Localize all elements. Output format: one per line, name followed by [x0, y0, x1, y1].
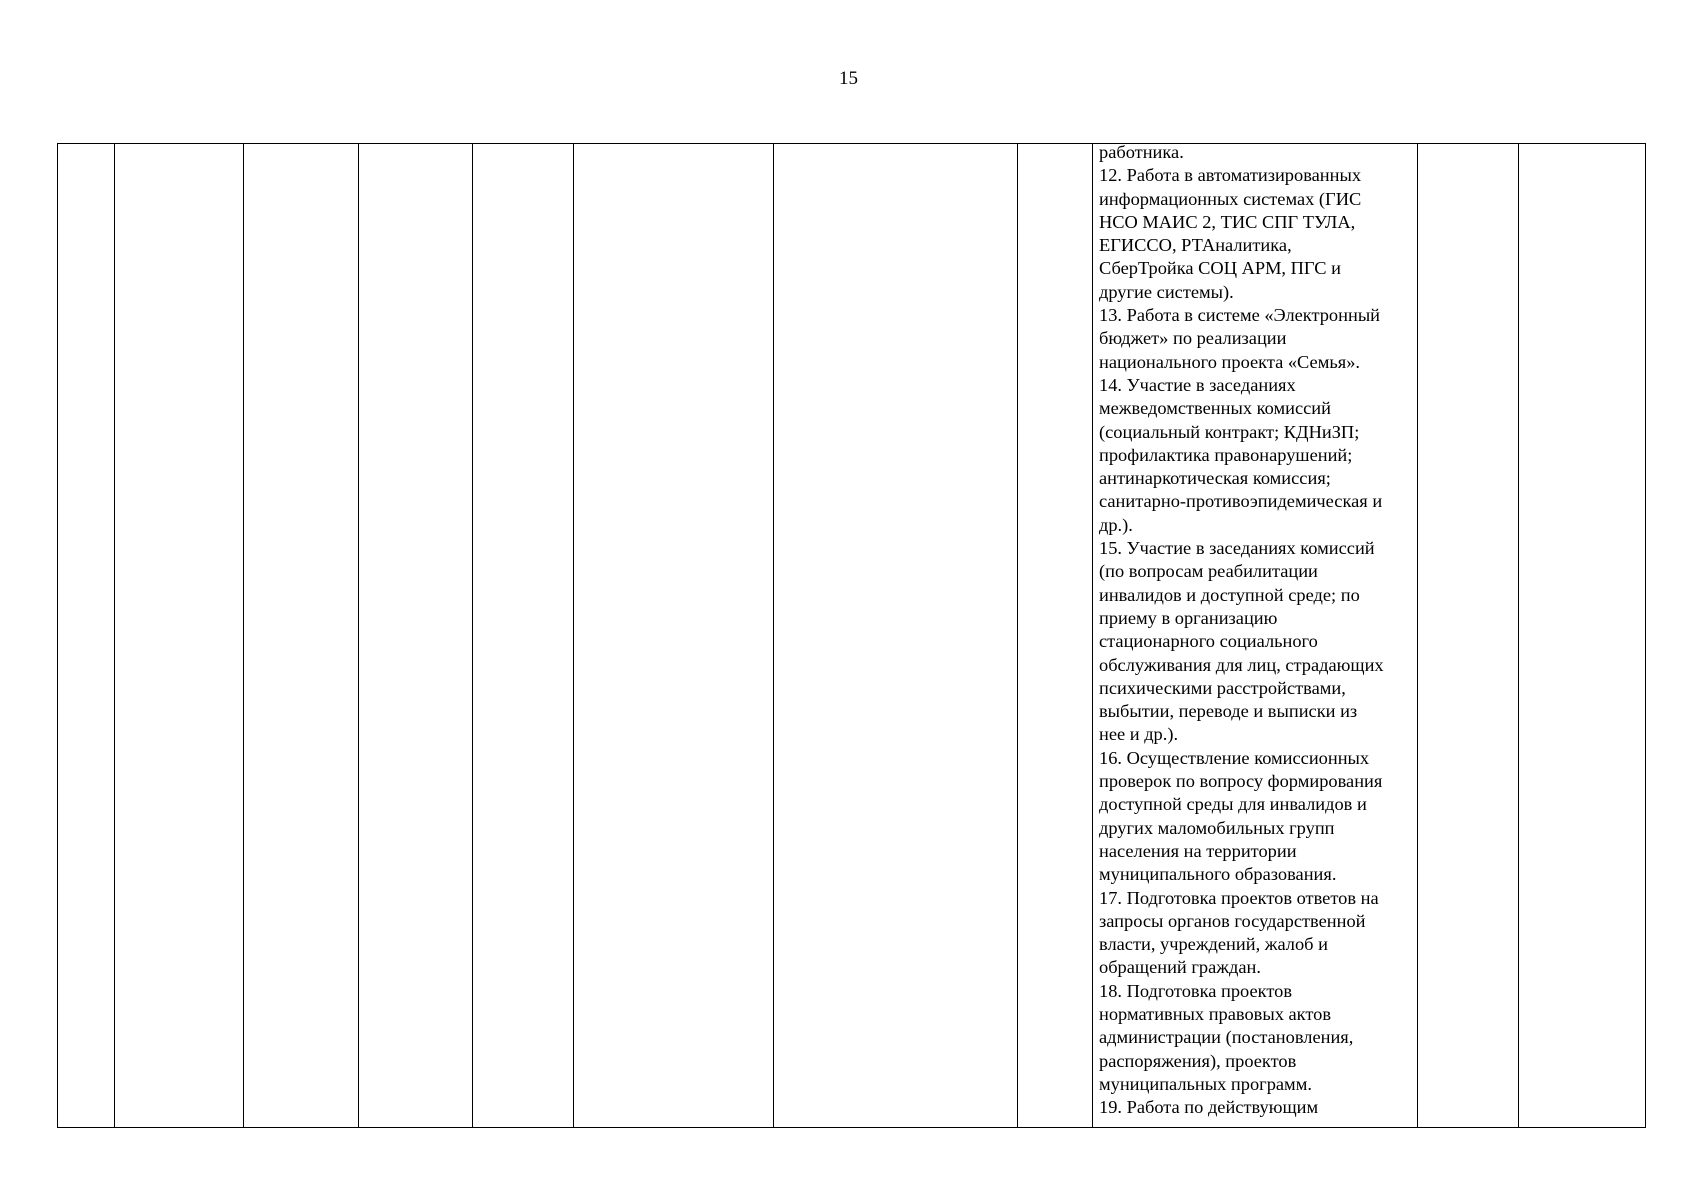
text-line: 18. Подготовка проектов [1099, 980, 1293, 1001]
text-line: бюджет» по реализации [1099, 328, 1287, 349]
empty-cell-11 [1519, 144, 1646, 1128]
table-row [58, 144, 1646, 1128]
empty-cell-10 [1418, 144, 1519, 1128]
text-line: профилактика правонарушений; [1099, 444, 1353, 465]
empty-cell-8 [1018, 144, 1093, 1128]
duties-text-cell [1093, 144, 1418, 1128]
text-line: ЕГИССО, РТАналитика, [1099, 235, 1292, 256]
empty-cell-5 [473, 144, 574, 1128]
text-line: других маломобильных групп [1099, 817, 1335, 838]
text-line: запросы органов государственной [1099, 910, 1366, 931]
text-line: муниципального образования. [1099, 864, 1337, 885]
text-line: 12. Работа в автоматизированных [1099, 165, 1362, 186]
text-line: антинаркотическая комиссия; [1099, 468, 1331, 489]
text-line: НСО МАИС 2, ТИС СПГ ТУЛА, [1099, 211, 1356, 232]
text-line: др.). [1099, 514, 1133, 535]
empty-cell-1 [58, 144, 115, 1128]
text-line: межведомственных комиссий [1099, 398, 1331, 419]
text-line: другие системы). [1099, 281, 1234, 302]
text-line: инвалидов и доступной среде; по [1099, 584, 1360, 605]
text-line: нормативных правовых актов [1099, 1003, 1332, 1024]
text-line: 16. Осуществление комиссионных [1099, 747, 1370, 768]
text-line: нее и др.). [1099, 724, 1179, 745]
text-line: (по вопросам реабилитации [1099, 561, 1318, 582]
text-line: национального проекта «Семья». [1099, 351, 1360, 372]
text-line: обращений граждан. [1099, 957, 1261, 978]
text-line: стационарного социального [1099, 631, 1318, 652]
text-line: (социальный контракт; КДНиЗП; [1099, 421, 1360, 442]
text-line: администрации (постановления, [1099, 1027, 1354, 1048]
duties-table [57, 143, 1646, 1128]
empty-cell-3 [244, 144, 359, 1128]
text-line: работника. [1099, 143, 1184, 162]
text-line: 15. Участие в заседаниях комиссий [1099, 538, 1375, 559]
text-line: выбытии, переводе и выписки из [1099, 701, 1358, 722]
text-line: проверок по вопросу формирования [1099, 771, 1383, 792]
page-number: 15 [839, 68, 858, 89]
text-line: 13. Работа в системе «Электронный [1099, 305, 1381, 326]
text-line: населения на территории [1099, 840, 1297, 861]
text-line: 14. Участие в заседаниях [1099, 374, 1296, 395]
empty-cell-7 [774, 144, 1018, 1128]
text-line: обслуживания для лиц, страдающих [1099, 654, 1384, 675]
text-line: санитарно-противоэпидемическая и [1099, 491, 1383, 512]
text-line: 17. Подготовка проектов ответов на [1099, 887, 1379, 908]
text-line: СберТройка СОЦ АРМ, ПГС и [1099, 258, 1342, 279]
text-line: приему в организацию [1099, 607, 1278, 628]
text-line: психическими расстройствами, [1099, 677, 1346, 698]
empty-cell-2 [115, 144, 244, 1128]
text-line: муниципальных программ. [1099, 1073, 1312, 1094]
text-line: 19. Работа по действующим [1099, 1097, 1319, 1118]
duties-text [1099, 144, 1411, 1120]
empty-cell-6 [574, 144, 774, 1128]
text-line: информационных системах (ГИС [1099, 188, 1362, 209]
text-line: распоряжения), проектов [1099, 1050, 1297, 1071]
text-line: власти, учреждений, жалоб и [1099, 934, 1328, 955]
text-line: доступной среды для инвалидов и [1099, 794, 1367, 815]
empty-cell-4 [359, 144, 473, 1128]
